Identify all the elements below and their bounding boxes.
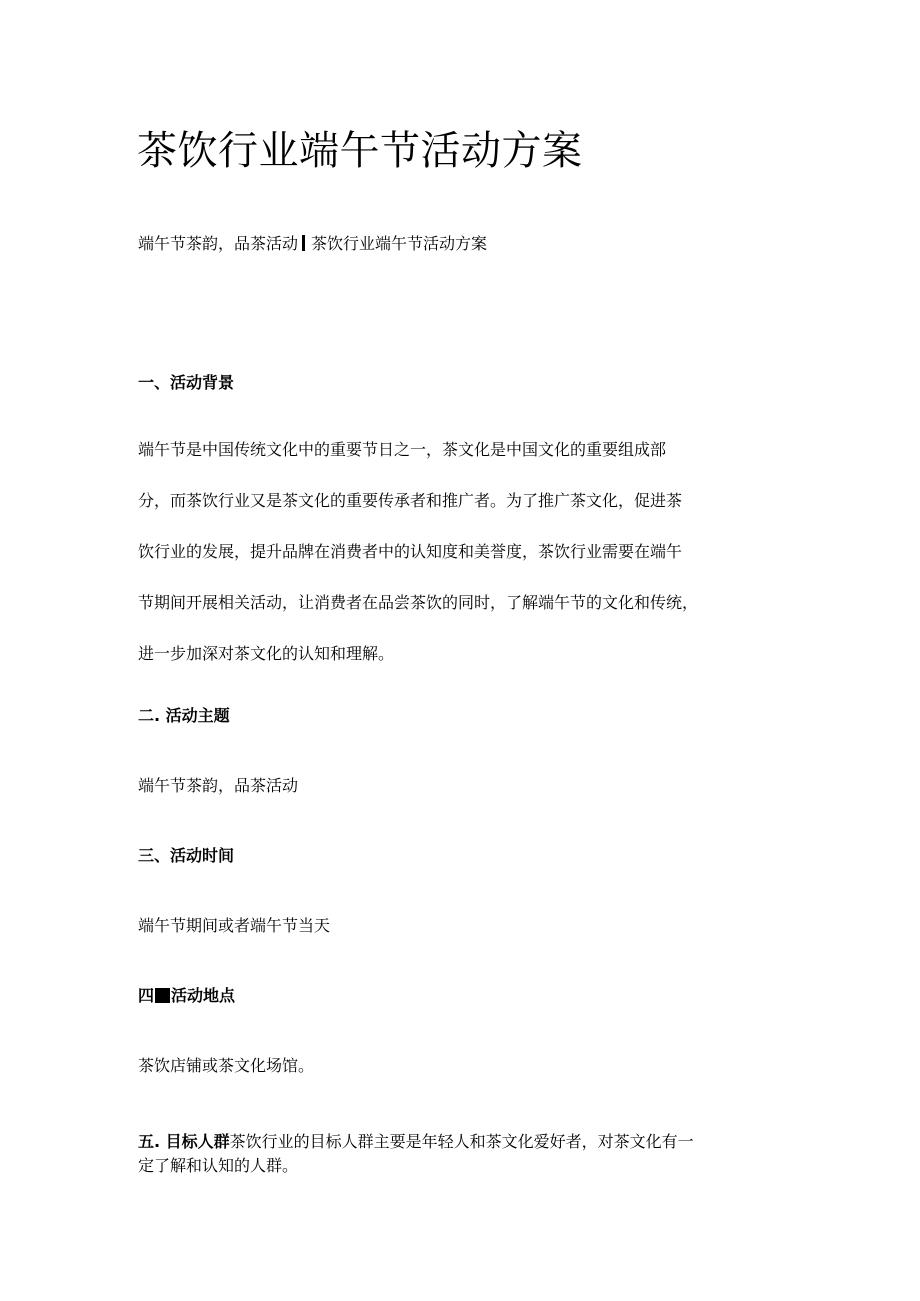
target-line-2: 定了解和认知的人群。 xyxy=(138,1156,299,1175)
location-heading-number: 四 xyxy=(138,986,155,1005)
section-heading-background: 一、活动背景 xyxy=(138,373,235,392)
location-text: 茶饮店铺或茶文化场馆。 xyxy=(138,1056,315,1075)
paragraph-line: 节期间开展相关活动，让消费者在品尝茶饮的同时，了解端午节的文化和传统， xyxy=(138,593,699,612)
background-paragraph xyxy=(138,438,788,693)
section-heading-time: 三、活动时间 xyxy=(138,846,235,865)
location-heading-label: 活动地点 xyxy=(171,986,236,1005)
section-heading-theme: 二. 活动主题 xyxy=(138,706,230,725)
document-subtitle xyxy=(138,232,487,256)
target-line-1 xyxy=(138,1130,798,1154)
subtitle-left: 端午节茶韵，品茶活动 xyxy=(138,234,299,253)
subtitle-separator xyxy=(302,235,305,251)
section-heading-location xyxy=(138,984,235,1008)
subtitle-right: 茶饮行业端午节活动方案 xyxy=(311,234,488,253)
time-text: 端午节期间或者端午节当天 xyxy=(138,916,331,935)
paragraph-line: 进一步加深对茶文化的认知和理解。 xyxy=(138,644,395,663)
section-heading-target: 五. 目标人群 xyxy=(138,1132,230,1151)
document-title: 茶饮行业端午节活动方案 xyxy=(137,128,583,174)
target-text-part: 茶饮行业的目标人群主要是年轻人和茶文化爱好者，对茶文化有一 xyxy=(229,1132,694,1151)
paragraph-line: 分，而茶饮行业又是茶文化的重要传承者和推广者。为了推广茶文化，促进茶 xyxy=(138,491,683,510)
placeholder-box-glyph xyxy=(155,988,170,1003)
theme-text: 端午节茶韵，品茶活动 xyxy=(138,776,299,795)
paragraph-line: 端午节是中国传统文化中的重要节日之一，茶文化是中国文化的重要组成部 xyxy=(138,440,667,459)
paragraph-line: 饮行业的发展，提升品牌在消费者中的认知度和美誉度，茶饮行业需要在端午 xyxy=(138,542,683,561)
target-section xyxy=(138,1130,798,1178)
